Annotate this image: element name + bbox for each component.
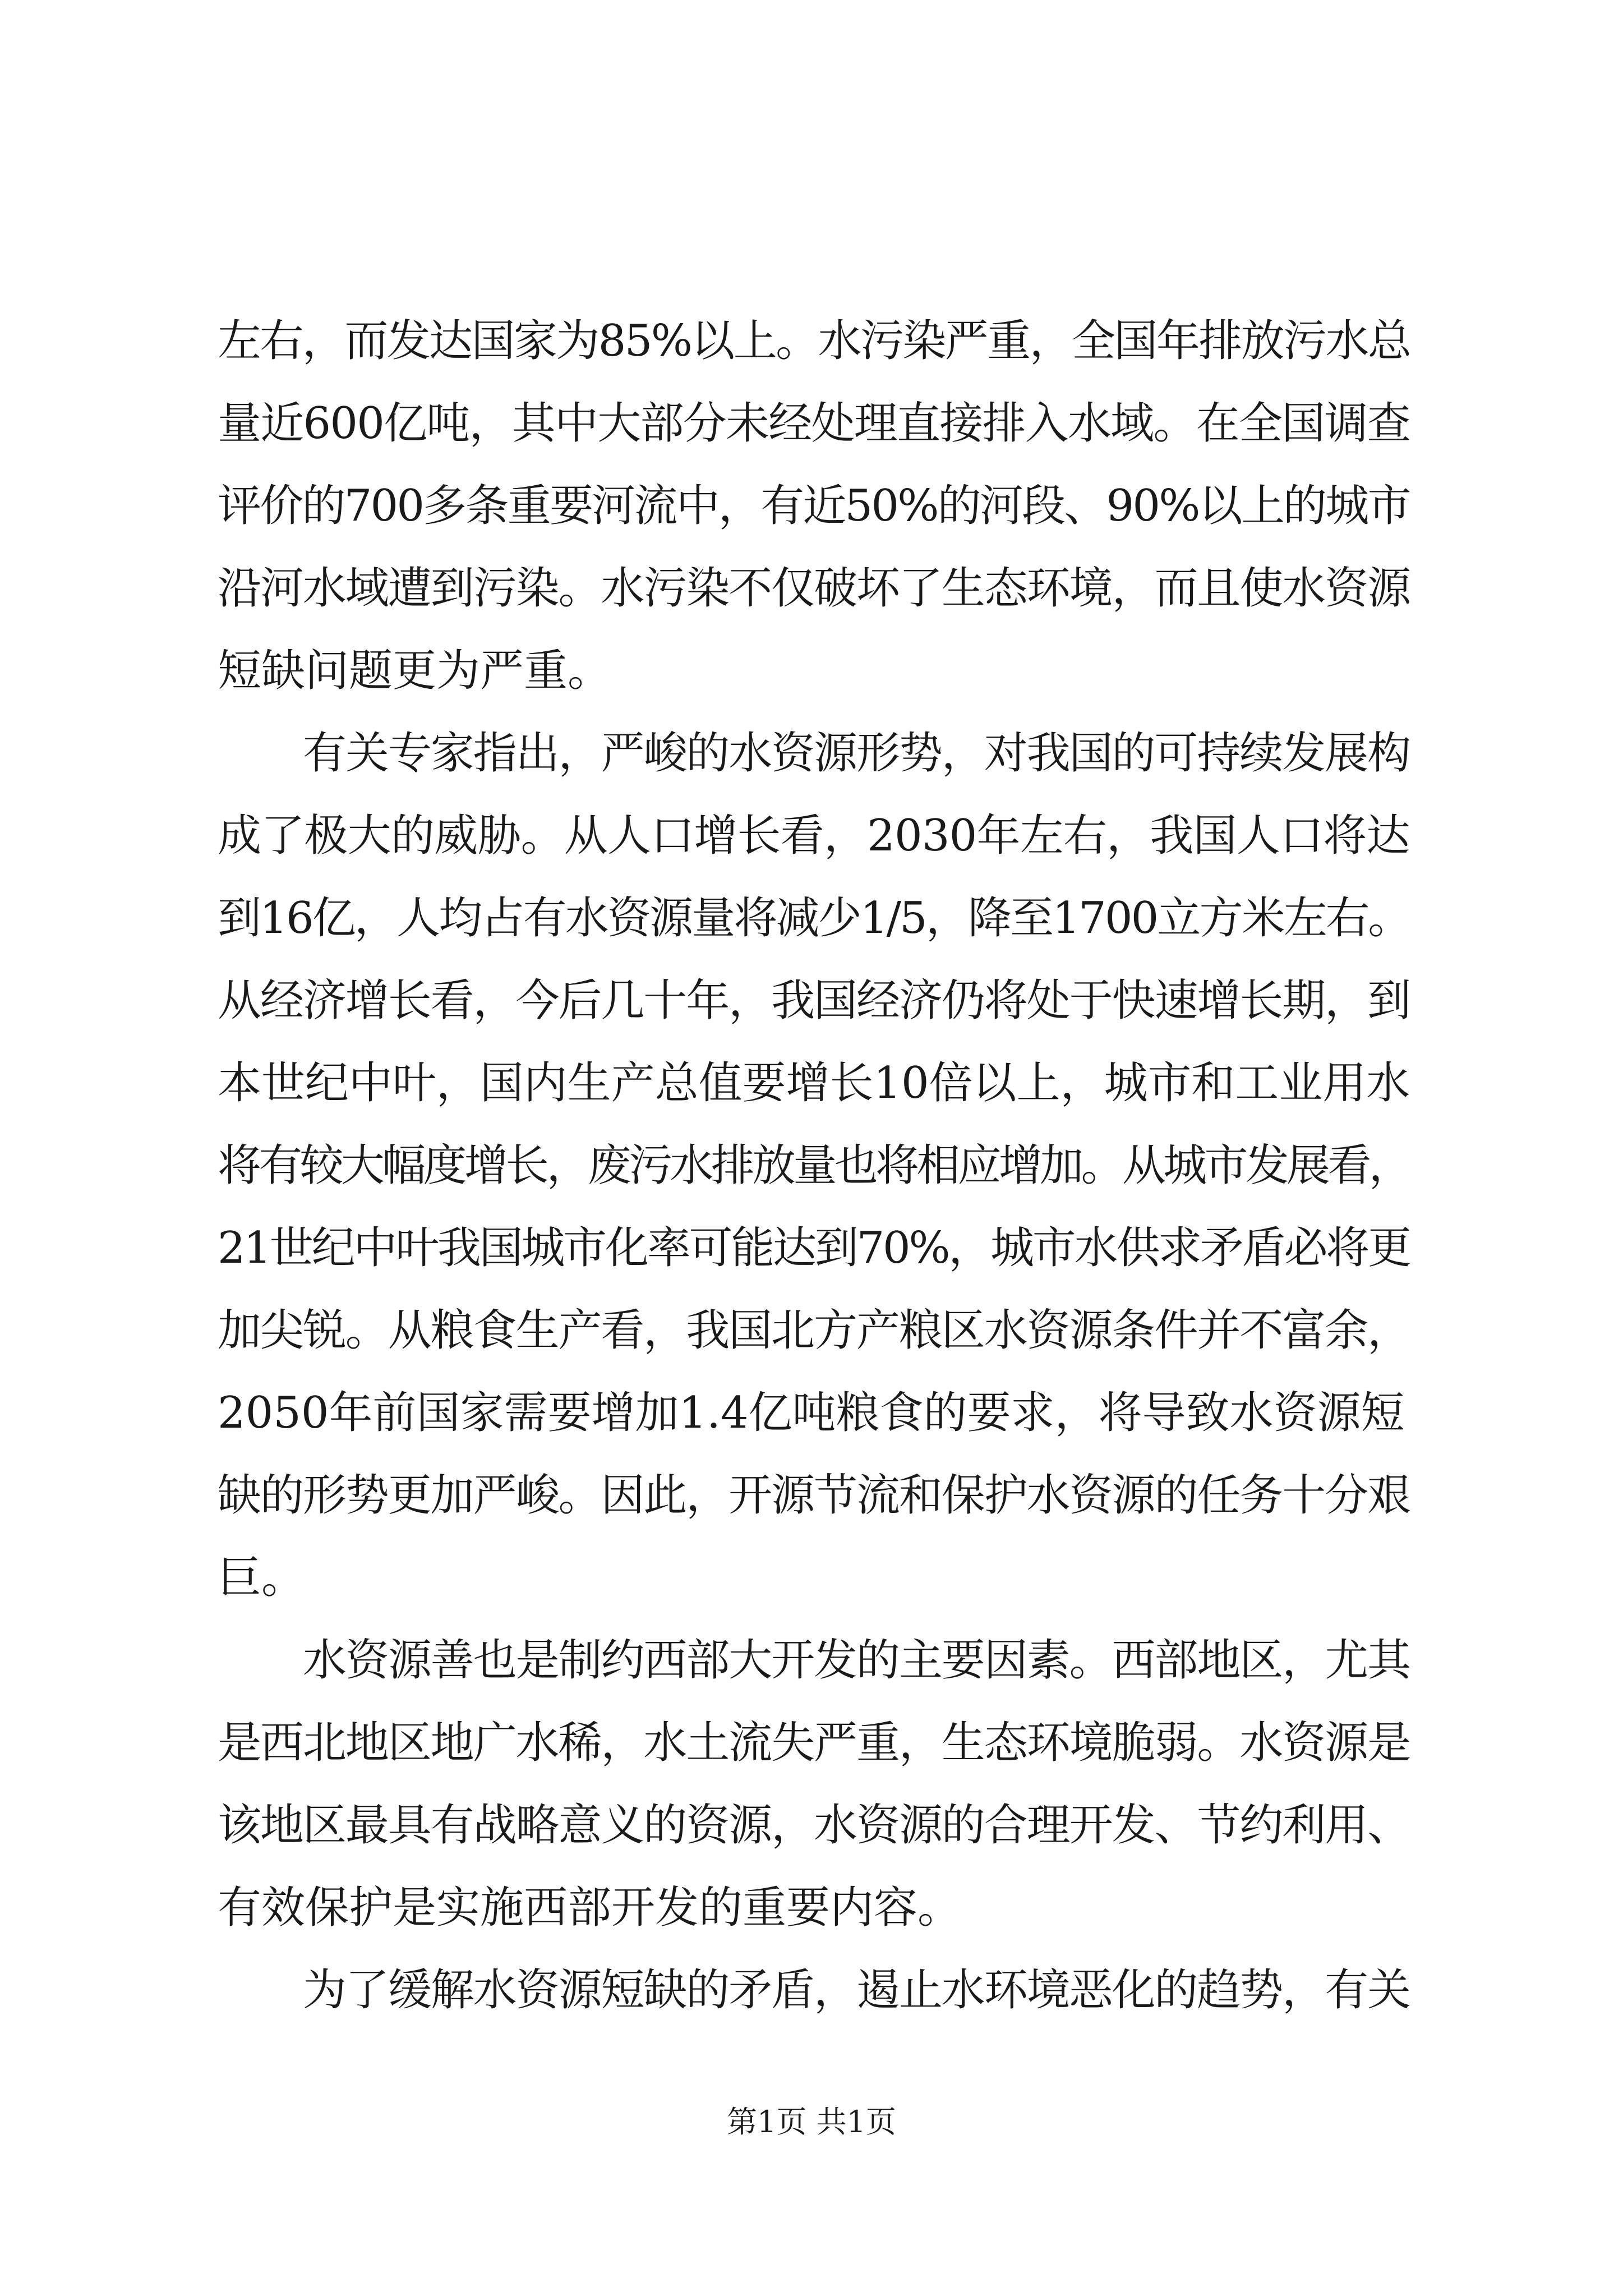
text-line: 缺的形势更加严峻。因此，开源节流和保护水资源的任务十分艰 [218,1470,1410,1521]
text-line: 2050年前国家需要增加1.4亿吨粮食的要求，将导致水资源短 [218,1388,1405,1438]
text-line: 短缺问题更为严重。 [218,646,612,696]
text-line: 到16亿，人均占有水资源量将减少1/5，降至1700立方米左右。 [218,893,1410,944]
text-line: 21世纪中叶我国城市化率可能达到70%，城市水供求矛盾必将更 [218,1223,1410,1273]
text-line: 本世纪中叶，国内生产总值要增长10倍以上，城市和工业用水 [218,1058,1410,1108]
text-line: 巨。 [218,1553,306,1603]
text-line: 将有较大幅度增长，废污水排放量也将相应增加。从城市发展看， [218,1140,1410,1191]
text-line: 从经济增长看，今后几十年，我国经济仍将处于快速增长期，到 [218,976,1410,1026]
text-line: 加尖锐。从粮食生产看，我国北方产粮区水资源条件并不富余， [218,1305,1410,1356]
text-line: 有效保护是实施西部开发的重要内容。 [218,1883,962,1933]
text-line: 该地区最具有战略意义的资源，水资源的合理开发、节约利用、 [218,1800,1410,1851]
text-line: 成了极大的威胁。从人口增长看，2030年左右，我国人口将达 [218,811,1410,861]
paragraph-first-line: 水资源善也是制约西部大开发的主要因素。西部地区，尤其 [303,1635,1410,1686]
text-line: 沿河水域遭到污染。水污染不仅破坏了生态环境，而且使水资源 [218,563,1410,614]
text-line: 评价的700多条重要河流中，有近50%的河段、90%以上的城市 [218,481,1410,531]
paragraph-first-line: 有关专家指出，严峻的水资源形势，对我国的可持续发展构 [303,728,1410,779]
text-line: 量近600亿吨，其中大部分未经处理直接排入水域。在全国调查 [218,398,1410,449]
paragraph-first-line: 为了缓解水资源短缺的矛盾，遏止水环境恶化的趋势，有关 [303,1965,1410,2016]
text-line: 是西北地区地广水稀，水土流失严重，生态环境脆弱。水资源是 [218,1718,1410,1768]
page-footer: 第1页 共1页 [727,2104,896,2139]
text-line: 左右，而发达国家为85%以上。水污染严重，全国年排放污水总 [218,316,1410,366]
